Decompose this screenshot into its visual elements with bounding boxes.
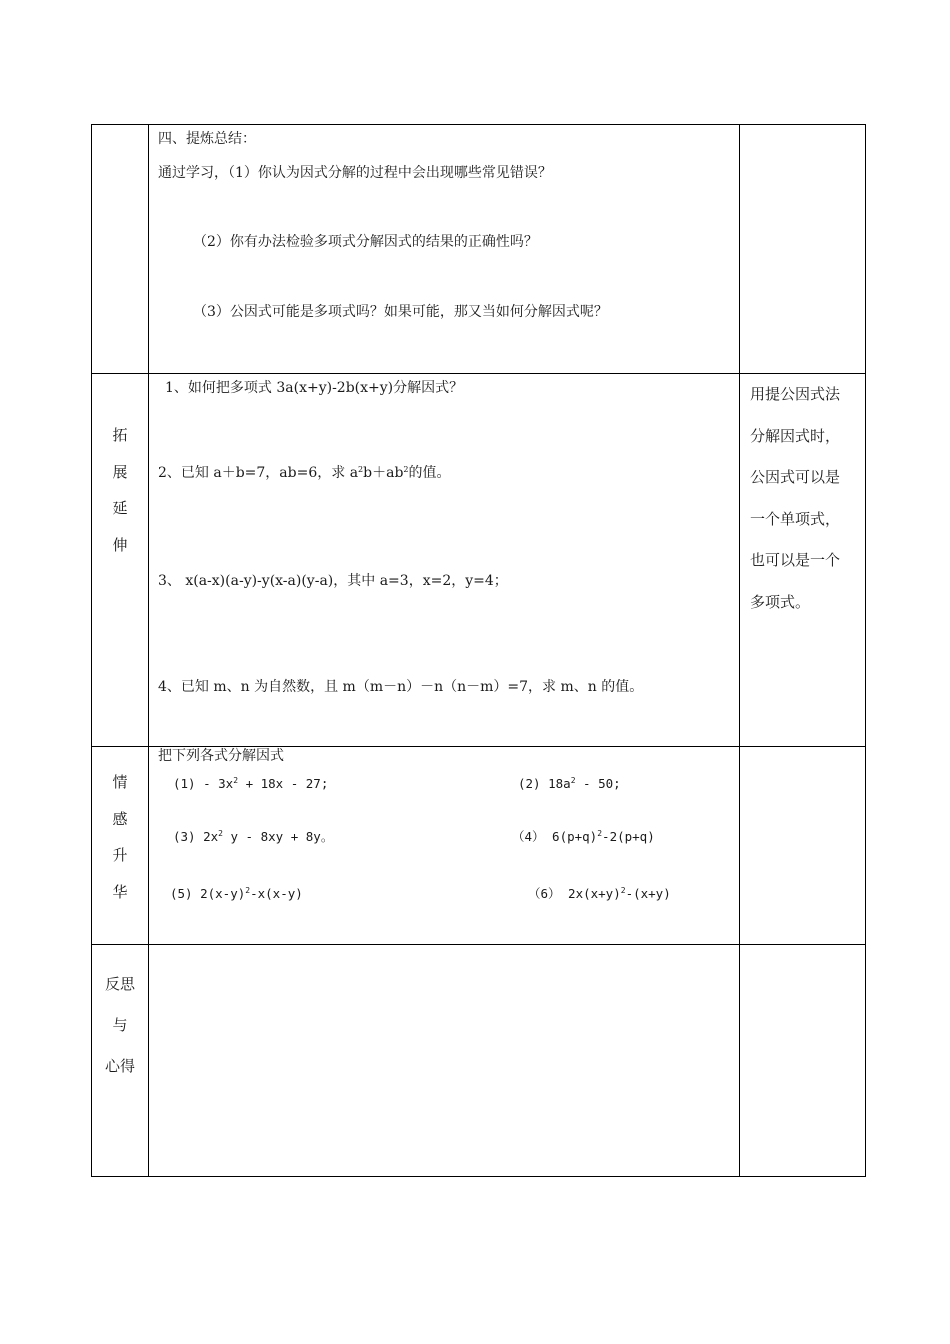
emotion-label-char: 华 (112, 882, 128, 901)
exercise-text: (1) - 3x (173, 776, 234, 791)
emotion-label-char: 情 (112, 773, 128, 791)
column-divider-left (148, 125, 149, 1176)
superscript: 2 (597, 829, 603, 838)
extension-problem-3: 3、 x(a-x)(a-y)-y(x-a)(y-a)，其中 a=3，x=2，y=4； (158, 573, 508, 589)
extension-side-note (750, 374, 860, 623)
note-line: 分解因式时， (750, 426, 841, 445)
superscript: 2 (403, 465, 409, 474)
superscript: 2 (570, 776, 576, 785)
superscript: 2 (620, 886, 626, 895)
row-divider-3 (92, 944, 865, 945)
note-line: 一个单项式， (750, 509, 841, 528)
note-line: 也可以是一个 (750, 551, 841, 569)
reflection-label-line: 反思 (104, 975, 135, 993)
note-line: 公因式可以是 (750, 468, 841, 486)
superscript: 2 (245, 886, 251, 895)
summary-question-1: 通过学习，（1）你认为因式分解的过程中会出现哪些常见错误？ (158, 165, 552, 181)
reflection-label-line: 与 (112, 1016, 128, 1034)
exercise-6 (528, 884, 671, 904)
exercise-text: (5) 2(x-y) (170, 886, 246, 901)
superscript: 2 (233, 776, 239, 785)
exercise-5 (170, 884, 303, 904)
column-divider-right (739, 125, 740, 1176)
extension-problem-2 (158, 463, 451, 483)
extension-label-char: 展 (112, 462, 128, 481)
exercise-4 (512, 827, 655, 847)
superscript: 2 (358, 465, 364, 474)
exercise-text: + 18x - 27; (238, 776, 329, 791)
superscript: 2 (218, 829, 223, 838)
emotion-label-char: 感 (112, 809, 128, 828)
exercise-text: - 50; (575, 776, 621, 791)
note-line: 多项式。 (750, 592, 811, 611)
exercise-text: (2) 18a (518, 776, 571, 791)
extension-label-char: 延 (112, 499, 128, 517)
exercise-3 (173, 827, 333, 847)
extension-label-char: 伸 (112, 535, 128, 554)
exercise-text: -(x+y) (625, 886, 671, 901)
problem-2-text: b＋ab (363, 465, 404, 481)
exercise-text: (3) 2x (173, 829, 219, 844)
exercise-2 (518, 774, 621, 794)
extension-label (110, 417, 130, 563)
exercise-text: （6） 2x(x+y) (528, 886, 621, 901)
extension-problem-1: 1、如何把多项式 3a(x+y)-2b(x+y)分解因式？ (165, 380, 464, 396)
problem-2-text: 的值。 (408, 465, 451, 481)
lesson-table (91, 124, 866, 1177)
extension-label-char: 拓 (112, 426, 128, 444)
exercise-text: -2(p+q) (602, 829, 655, 844)
summary-heading: 四、提炼总结： (158, 131, 256, 147)
exercise-1 (173, 774, 328, 794)
summary-question-2: （2）你有办法检验多项式分解因式的结果的正确性吗？ (193, 234, 538, 250)
emotion-intro: 把下列各式分解因式 (158, 748, 284, 764)
reflection-label (100, 964, 140, 1087)
note-line: 用提公因式法 (750, 385, 841, 403)
reflection-label-line: 心得 (104, 1057, 135, 1075)
problem-2-text: 2、已知 a＋b=7，ab=6，求 a (158, 465, 359, 481)
emotion-label (110, 764, 130, 910)
extension-problem-4: 4、已知 m、n 为自然数，且 m（m－n）－n（n－m）=7，求 m、n 的值。 (158, 679, 644, 695)
exercise-text: y - 8xy + 8y。 (222, 829, 334, 844)
summary-question-3: （3）公因式可能是多项式吗？如果可能，那又当如何分解因式呢？ (193, 304, 608, 320)
exercise-text: （4） 6(p+q) (512, 829, 598, 844)
exercise-text: -x(x-y) (250, 886, 303, 901)
emotion-label-char: 升 (112, 846, 128, 864)
